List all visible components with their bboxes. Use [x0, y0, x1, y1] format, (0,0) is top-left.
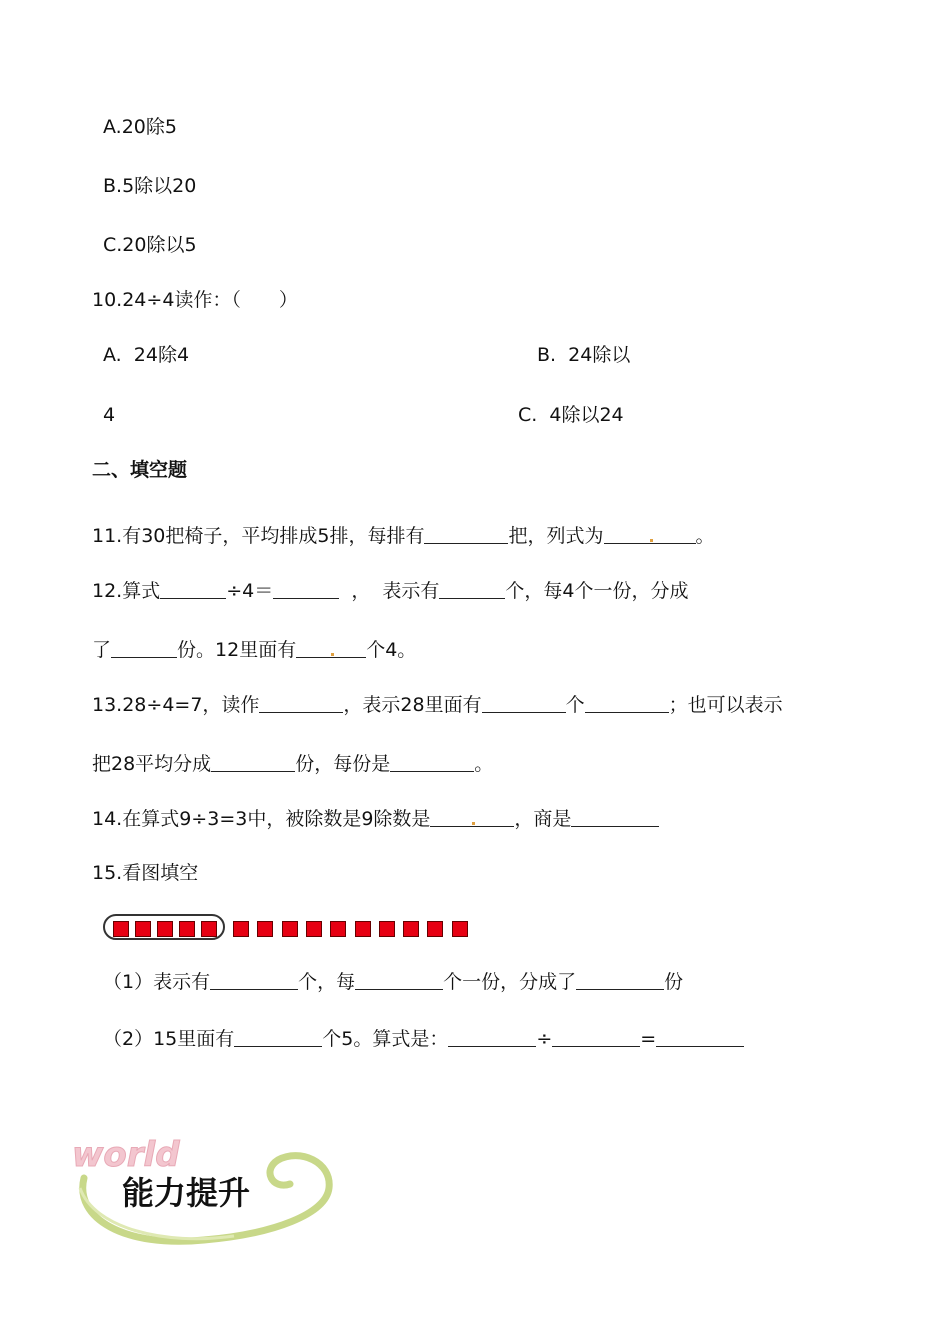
q9-option-b: B.5除以20	[103, 175, 197, 197]
q14-text-2: ，商是	[514, 808, 572, 830]
q13-text-7: 。	[474, 753, 494, 775]
answer-blank[interactable]	[656, 1026, 744, 1047]
q12-text-4: 个，每4个一份，分成	[505, 580, 689, 602]
question-15-sub-2	[103, 1026, 744, 1051]
question-13-line-2	[92, 751, 493, 776]
answer-blank[interactable]	[424, 523, 508, 544]
q13-text-6: 份，每份是	[295, 753, 391, 775]
grouped-square	[179, 921, 195, 937]
q12-text-7: 个4。	[366, 639, 417, 661]
answer-blank[interactable]	[211, 751, 295, 772]
square	[257, 921, 273, 937]
square	[379, 921, 395, 937]
q10-option-b: B. 24除以	[537, 344, 631, 366]
q10-option-c: C. 4除以24	[518, 404, 624, 426]
answer-blank[interactable]	[273, 578, 339, 599]
square	[282, 921, 298, 937]
square	[330, 921, 346, 937]
square	[403, 921, 419, 937]
question-15-sub-1	[103, 969, 683, 994]
answer-blank[interactable]	[552, 1026, 640, 1047]
question-12-line-1	[92, 578, 689, 603]
q10-option-b-continued: 4	[103, 404, 116, 426]
q15-sub1-text-3: 个一份，分成了	[443, 971, 577, 993]
answer-blank[interactable]	[430, 806, 514, 827]
grouped-square	[201, 921, 217, 937]
q12-text-3: ， 表示有	[339, 580, 440, 602]
question-12-line-2	[92, 637, 416, 662]
answer-blank[interactable]	[234, 1026, 322, 1047]
question-13-line-1	[92, 692, 783, 717]
answer-blank[interactable]	[390, 751, 474, 772]
answer-blank[interactable]	[448, 1026, 536, 1047]
answer-blank[interactable]	[210, 969, 298, 990]
q10-stem: 10.24÷4读作：（ ）	[92, 289, 298, 311]
q11-text-2: 把，列式为	[508, 525, 604, 547]
q13-text-1: 13.28÷4=7，读作	[92, 694, 260, 716]
answer-blank[interactable]	[439, 578, 505, 599]
answer-blank[interactable]	[482, 692, 566, 713]
q12-text-5: 了	[92, 639, 112, 661]
square	[427, 921, 443, 937]
banner-title: 能力提升	[122, 1174, 251, 1212]
answer-blank[interactable]	[576, 969, 664, 990]
q11-text-3: 。	[695, 525, 715, 547]
q12-text-2: ÷4＝	[226, 580, 274, 602]
answer-blank[interactable]	[571, 806, 659, 827]
question-15-title: 15.看图填空	[92, 862, 199, 884]
square	[306, 921, 322, 937]
answer-blank[interactable]	[259, 692, 343, 713]
answer-blank[interactable]	[160, 578, 226, 599]
answer-blank[interactable]	[604, 523, 696, 544]
square	[452, 921, 468, 937]
q14-text-1: 14.在算式9÷3=3中，被除数是9除数是	[92, 808, 431, 830]
q12-text-6: 份。12里面有	[177, 639, 297, 661]
square	[355, 921, 371, 937]
q15-sub1-text-4: 份	[664, 971, 684, 993]
answer-blank[interactable]	[296, 637, 366, 658]
q13-text-2: ，表示28里面有	[343, 694, 482, 716]
q11-text-1: 11.有30把椅子，平均排成5排，每排有	[92, 525, 425, 547]
banner-word-art: world	[72, 1135, 180, 1175]
section-title: 二、填空题	[92, 459, 188, 481]
q13-text-4: ；也可以表示	[668, 694, 783, 716]
grouped-square	[135, 921, 151, 937]
q13-text-3: 个	[565, 694, 585, 716]
q13-text-5: 把28平均分成	[92, 753, 212, 775]
answer-blank[interactable]	[355, 969, 443, 990]
q15-sub2-text-3: ÷	[536, 1028, 553, 1050]
grouped-square	[157, 921, 173, 937]
q15-sub1-text-2: 个，每	[298, 971, 356, 993]
q15-sub2-text-4: =	[640, 1028, 657, 1050]
answer-blank[interactable]	[585, 692, 669, 713]
q15-sub1-text-1: （1）表示有	[103, 971, 211, 993]
answer-blank[interactable]	[111, 637, 177, 658]
square	[233, 921, 249, 937]
question-14	[92, 806, 659, 831]
grouped-square	[113, 921, 129, 937]
q10-option-a: A. 24除4	[103, 344, 190, 366]
question-11	[92, 523, 715, 548]
q15-sub2-text-1: （2）15里面有	[103, 1028, 235, 1050]
banner-decoration	[64, 1118, 344, 1253]
q15-sub2-text-2: 个5。算式是：	[322, 1028, 449, 1050]
q9-option-a: A.20除5	[103, 116, 177, 138]
q9-option-c: C.20除以5	[103, 234, 197, 256]
q12-text-1: 12.算式	[92, 580, 161, 602]
